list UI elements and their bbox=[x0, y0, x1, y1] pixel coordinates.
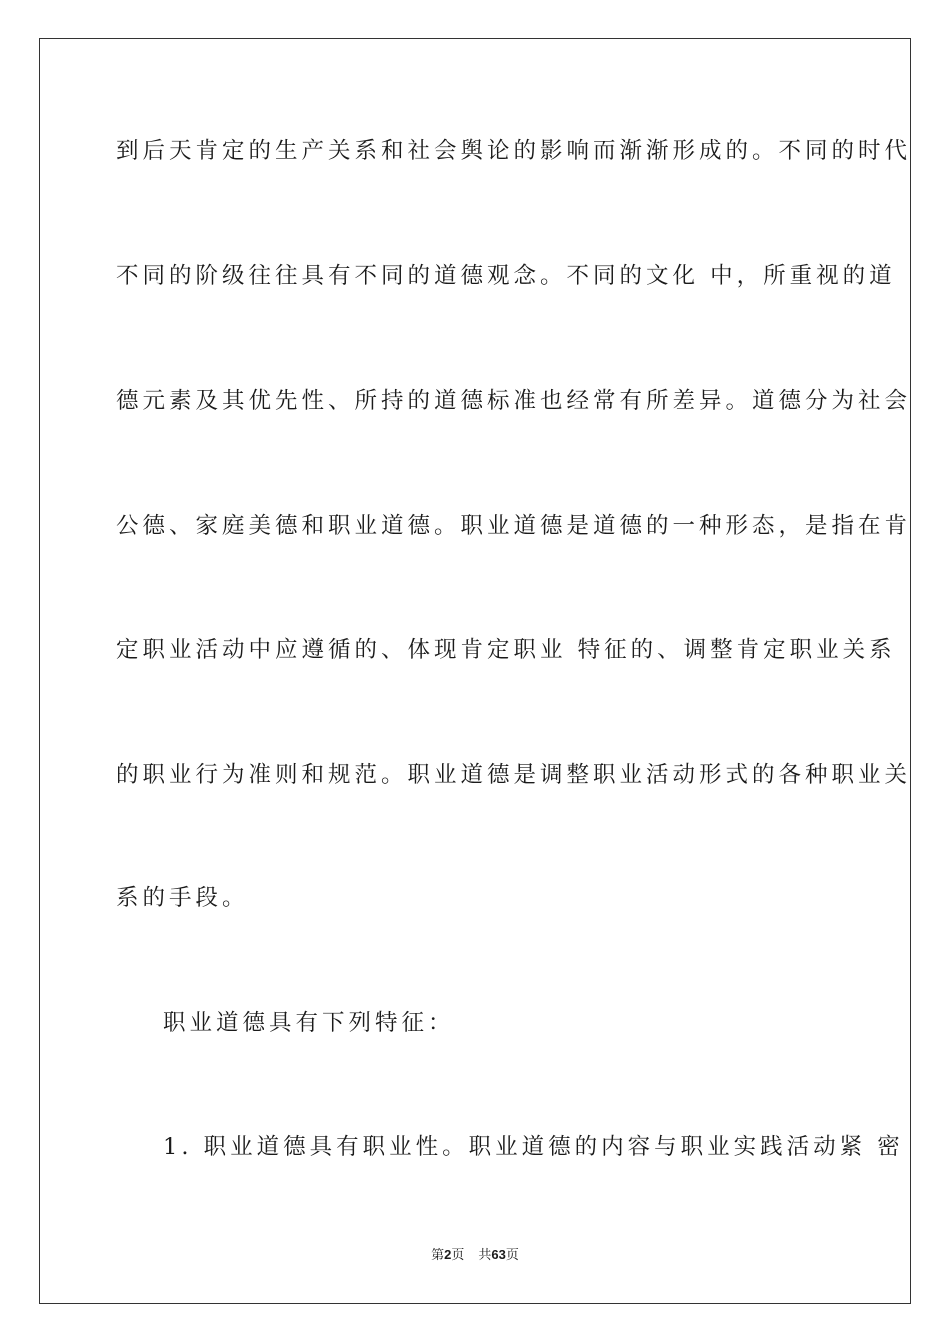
footer-total-pages: 63 bbox=[491, 1247, 506, 1262]
footer-page-number: 2 bbox=[444, 1247, 452, 1262]
body-text-line-1: 到后天肯定的生产关系和社会舆论的影响而渐渐形成的。不同的时代 bbox=[116, 138, 912, 164]
footer-total-prefix: 共 bbox=[478, 1248, 492, 1263]
page-border bbox=[39, 38, 911, 1304]
body-text-line-3: 德元素及其优先性、所持的道德标准也经常有所差异。道德分为社会 bbox=[116, 388, 912, 414]
body-text-line-6: 的职业行为准则和规范。职业道德是调整职业活动形式的各种职业关 bbox=[116, 762, 912, 788]
page-footer bbox=[0, 1246, 950, 1265]
footer-page-suffix: 页 bbox=[451, 1248, 465, 1263]
footer-total-suffix: 页 bbox=[505, 1248, 519, 1263]
footer-page-prefix: 第 bbox=[431, 1248, 445, 1263]
body-text-line-2: 不同的阶级往往具有不同的道德观念。不同的文化 中，所重视的道 bbox=[116, 263, 896, 289]
body-text-line-5: 定职业活动中应遵循的、体现肯定职业 特征的、调整肯定职业关系 bbox=[116, 637, 896, 663]
body-text-line-7: 系的手段。 bbox=[116, 885, 249, 911]
section-heading: 职业道德具有下列特征： bbox=[163, 1010, 455, 1036]
body-text-line-4: 公德、家庭美德和职业道德。职业道德是道德的一种形态，是指在肯 bbox=[116, 513, 912, 539]
list-item-1: 1. 职业道德具有职业性。职业道德的内容与职业实践活动紧 密 bbox=[163, 1134, 904, 1160]
